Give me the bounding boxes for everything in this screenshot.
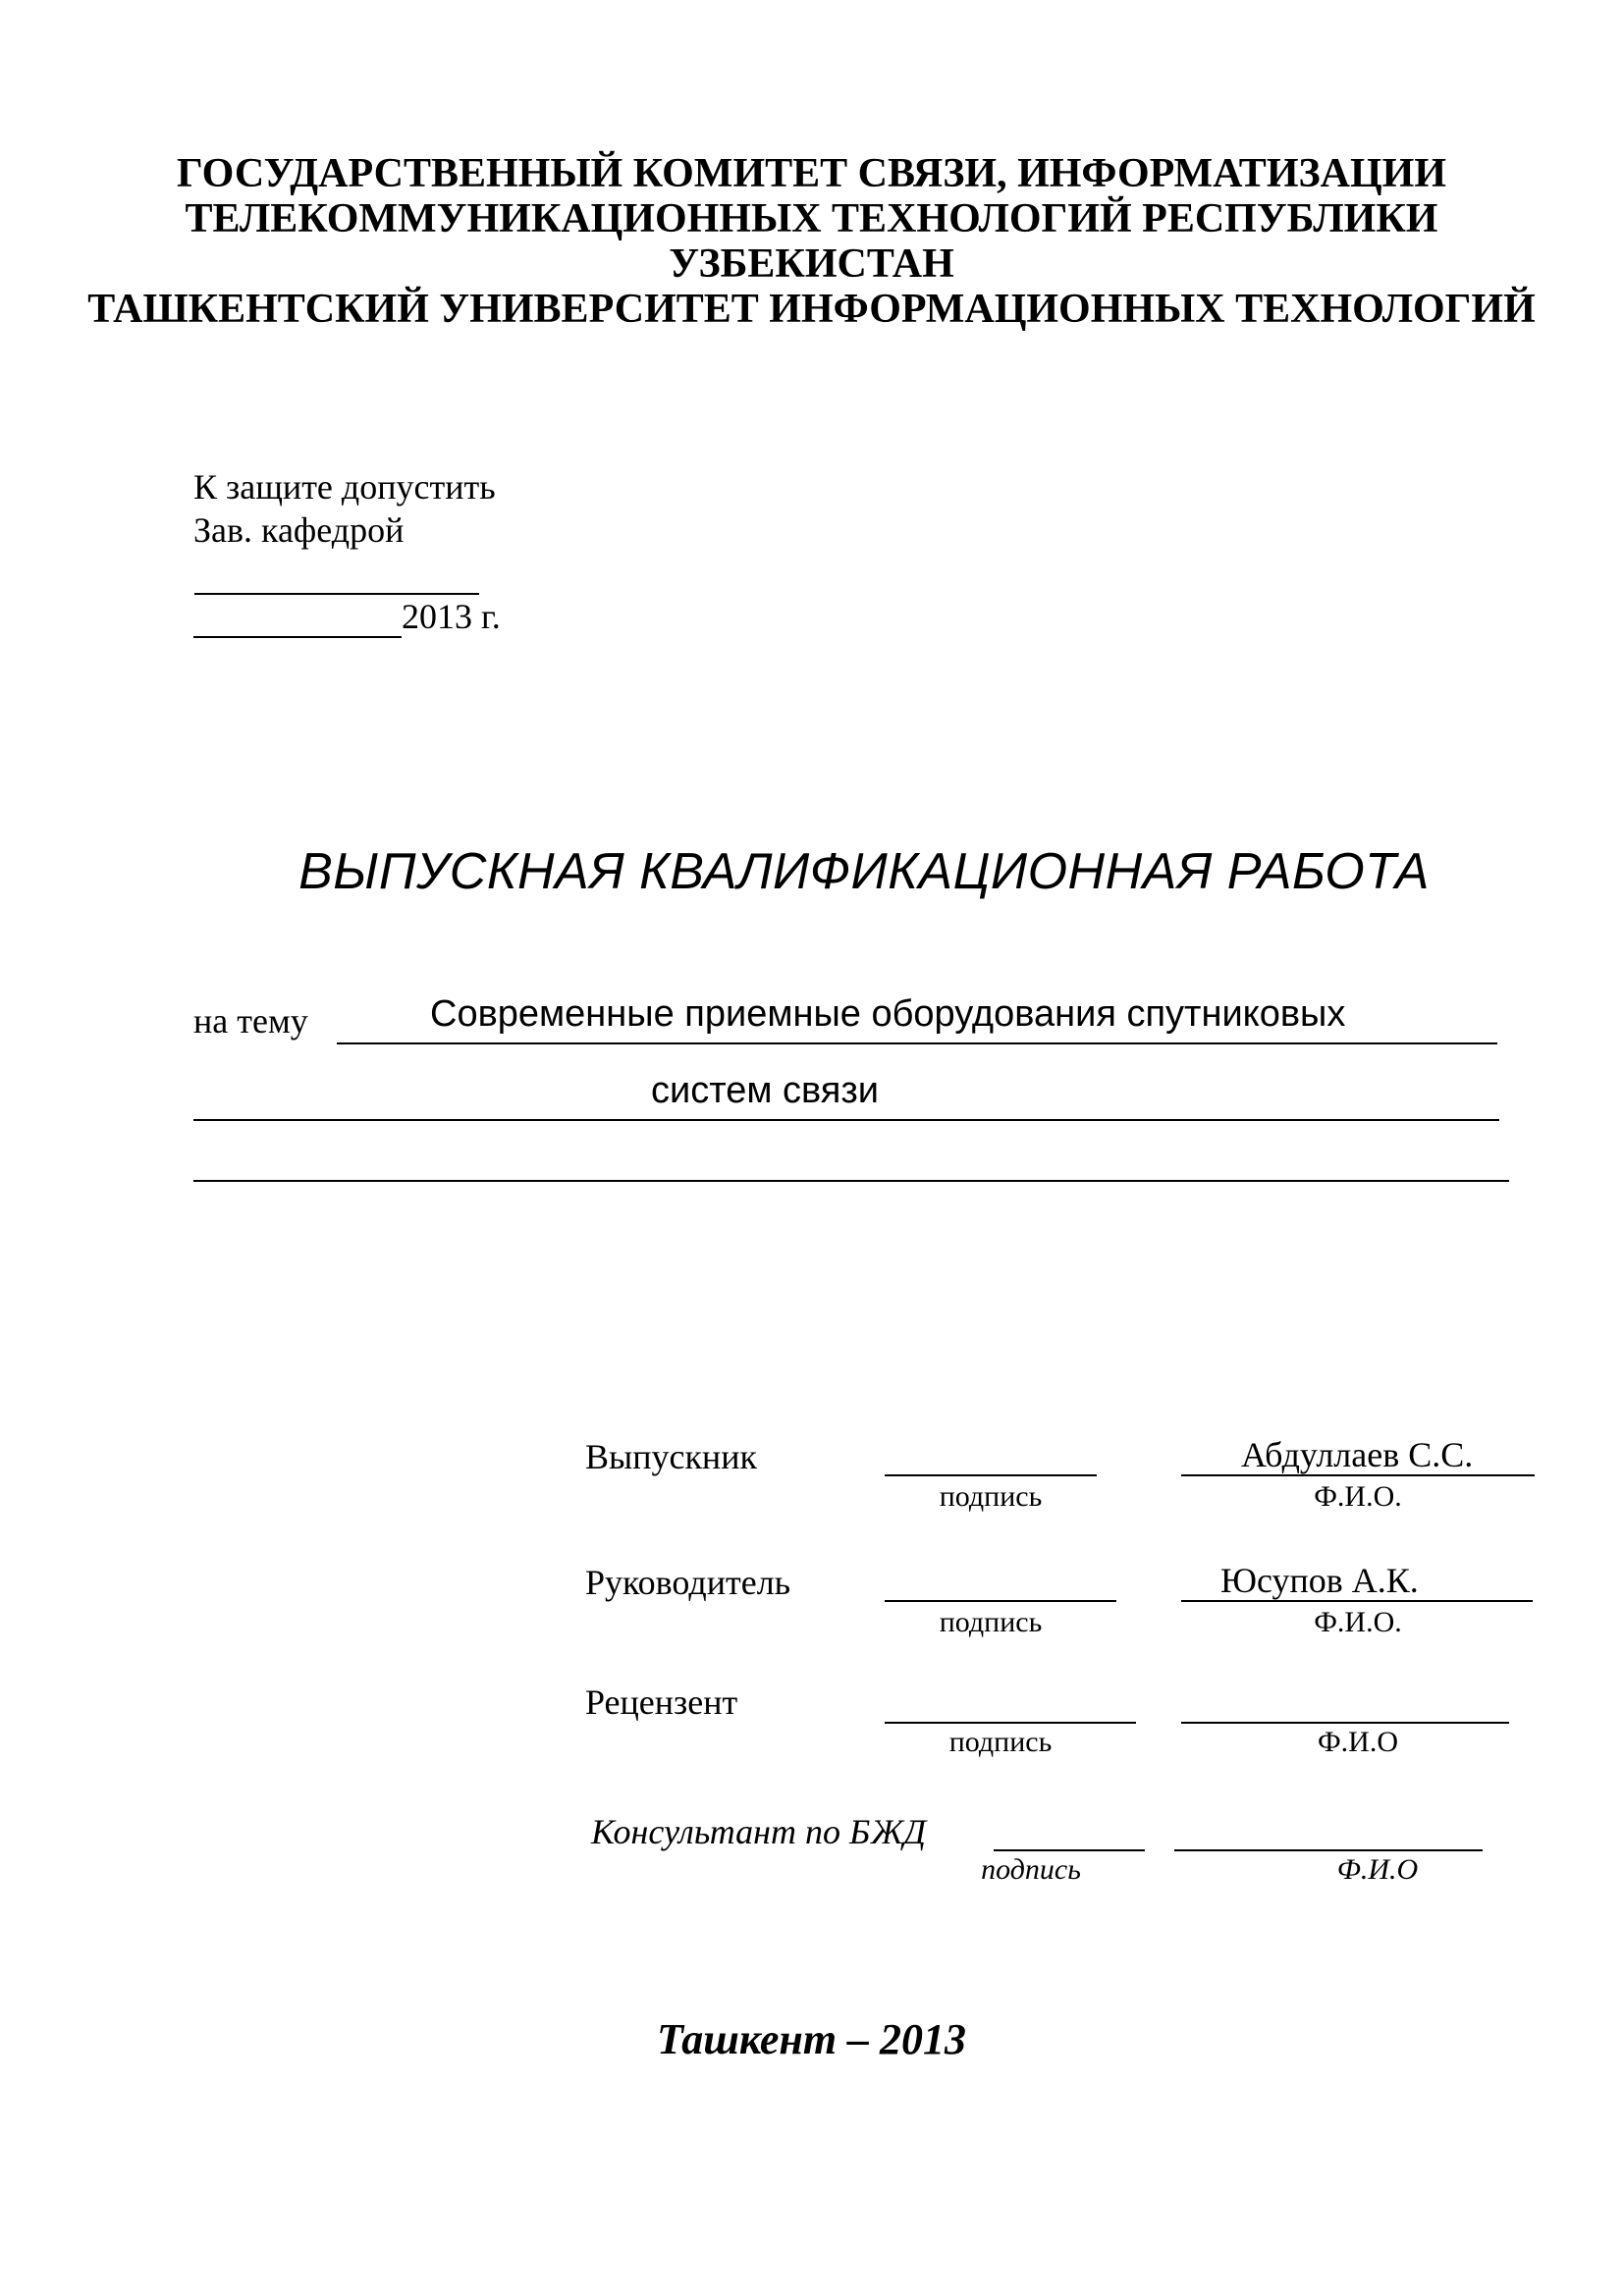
approval-year: 2013 г. — [402, 597, 501, 636]
topic-label: на тему — [193, 1001, 308, 1041]
reviewer-role: Рецензент — [585, 1682, 738, 1722]
graduate-name-caption: Ф.И.О. — [1314, 1480, 1402, 1513]
consultant-signature-line — [994, 1847, 1145, 1851]
header-line-university: ТАШКЕНТСКИЙ УНИВЕРСИТЕТ ИНФОРМАЦИОННЫХ ТЕХНОЛОГИЙ — [87, 287, 1536, 332]
graduate-signature-caption: подпись — [939, 1480, 1043, 1513]
supervisor-signature-caption: подпись — [939, 1606, 1043, 1638]
supervisor-name-caption: Ф.И.О. — [1314, 1606, 1402, 1638]
supervisor-role: Руководитель — [585, 1563, 791, 1602]
graduate-name: Абдуллаев С.С. — [1241, 1435, 1474, 1474]
approval-head-of-department: Зав. кафедрой — [193, 510, 405, 550]
consultant-name-caption: Ф.И.О — [1336, 1853, 1419, 1886]
header-line-telecom: ТЕЛЕКОММУНИКАЦИОННЫХ ТЕХНОЛОГИЙ РЕСПУБЛИКИ — [185, 196, 1438, 241]
reviewer-signature-caption: подпись — [948, 1726, 1053, 1758]
graduate-signature-line — [885, 1472, 1097, 1476]
document-title: ВЫПУСКНАЯ КВАЛИФИКАЦИОННАЯ РАБОТА — [298, 843, 1430, 900]
topic-text-1: Современные приемные оборудования спутниковых — [430, 993, 1346, 1035]
topic-line-3 — [193, 1178, 1509, 1182]
approval-admit-text: К защите допустить — [193, 467, 496, 507]
consultant-name-line — [1174, 1847, 1483, 1851]
header-line-committee: ГОСУДАРСТВЕННЫЙ КОМИТЕТ СВЯЗИ, ИНФОРМАТИЗАЦИИ — [177, 151, 1446, 196]
city-year: Ташкент – 2013 — [656, 2015, 967, 2063]
reviewer-signature-line — [885, 1720, 1136, 1724]
reviewer-name-caption: Ф.И.О — [1317, 1726, 1399, 1758]
reviewer-name-line — [1181, 1720, 1509, 1724]
approval-date — [193, 595, 501, 638]
graduate-role: Выпускник — [585, 1437, 757, 1476]
topic-line-2 — [193, 1070, 1499, 1121]
approval-date-blank — [193, 601, 402, 638]
supervisor-signature-line — [885, 1598, 1116, 1602]
supervisor-name: Юсупов А.К. — [1220, 1561, 1419, 1600]
consultant-signature-caption: подпись — [981, 1853, 1081, 1886]
consultant-role: Консультант по БЖД — [591, 1812, 927, 1851]
topic-text-2: систем связи — [651, 1070, 880, 1111]
topic-line-1 — [337, 993, 1497, 1044]
header-line-country: УЗБЕКИСТАН — [669, 241, 954, 287]
